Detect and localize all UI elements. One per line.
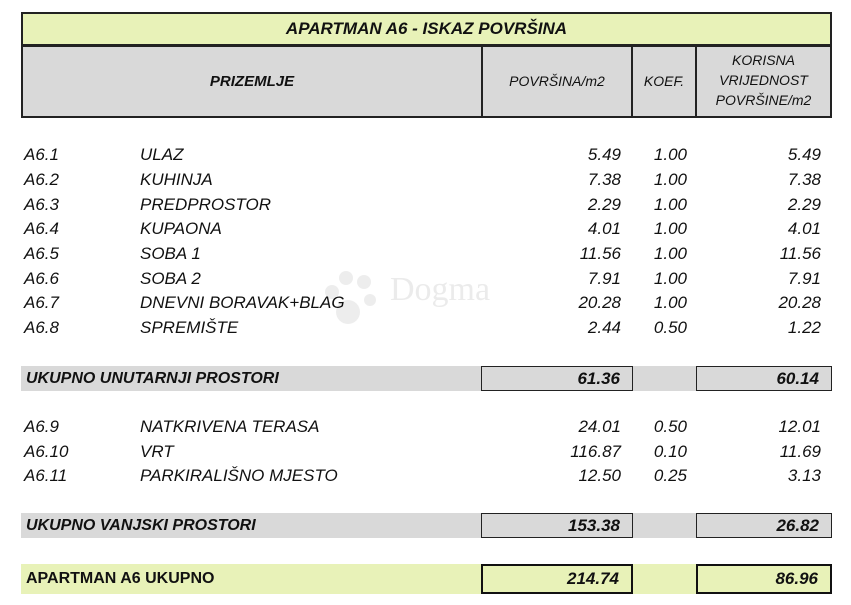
row-koef: 1.00 [653, 219, 687, 238]
row-name: PREDPROSTOR [140, 195, 271, 214]
table-title: APARTMAN A6 - ISKAZ POVRŠINA [21, 12, 832, 46]
row-koef: 1.00 [653, 145, 687, 164]
exterior-total-label: UKUPNO VANJSKI PROSTORI [26, 517, 256, 534]
row-code: A6.6 [24, 269, 59, 288]
row-name: NATKRIVENA TERASA [140, 417, 320, 436]
header-povrsina: POVRŠINA/m2 [481, 45, 633, 118]
row-name: SOBA 1 [140, 244, 201, 263]
row-povrsina: 12.50 [578, 466, 621, 485]
row-korisna: 7.91 [787, 269, 821, 288]
row-korisna: 20.28 [778, 293, 821, 312]
row-koef: 0.50 [653, 417, 687, 436]
header-korisna [695, 45, 832, 118]
row-name: ULAZ [140, 145, 184, 164]
row-korisna: 11.56 [779, 244, 821, 263]
row-name: SPREMIŠTE [140, 318, 239, 337]
row-koef: 0.25 [653, 466, 687, 485]
watermark-text: Dogma [390, 271, 491, 308]
row-name: KUPAONA [140, 219, 222, 238]
row-povrsina: 7.38 [587, 170, 621, 189]
row-korisna: 4.01 [787, 219, 821, 238]
row-koef: 0.10 [653, 442, 687, 461]
header-koef: KOEF. [631, 45, 697, 118]
interior-total-label: UKUPNO UNUTARNJI PROSTORI [26, 370, 279, 387]
exterior-total-korisna: 26.82 [696, 513, 832, 538]
row-name: VRT [140, 442, 174, 461]
row-code: A6.2 [24, 170, 59, 189]
row-povrsina: 5.49 [587, 145, 621, 164]
row-code: A6.9 [24, 417, 59, 436]
row-name: SOBA 2 [140, 269, 201, 288]
row-povrsina: 7.91 [587, 269, 621, 288]
row-code: A6.11 [24, 466, 68, 485]
row-korisna: 12.01 [778, 417, 821, 436]
header-korisna-line: VRIJEDNOST [719, 72, 808, 88]
row-code: A6.5 [24, 244, 59, 263]
row-name: KUHINJA [140, 170, 213, 189]
grand-total-label: APARTMAN A6 UKUPNO [26, 570, 215, 587]
row-code: A6.10 [24, 442, 69, 461]
header-section: PRIZEMLJE [21, 45, 483, 118]
row-koef: 1.00 [653, 293, 687, 312]
row-code: A6.1 [24, 145, 59, 164]
row-koef: 1.00 [653, 195, 687, 214]
row-koef: 1.00 [653, 269, 687, 288]
row-name: PARKIRALIŠNO MJESTO [140, 466, 338, 485]
row-koef: 1.00 [653, 244, 687, 263]
row-povrsina: 20.28 [578, 293, 621, 312]
row-korisna: 7.38 [787, 170, 821, 189]
row-povrsina: 2.29 [587, 195, 621, 214]
row-code: A6.3 [24, 195, 59, 214]
row-code: A6.4 [24, 219, 59, 238]
row-korisna: 1.22 [787, 318, 821, 337]
row-code: A6.7 [24, 293, 59, 312]
row-name: DNEVNI BORAVAK+BLAG [140, 293, 345, 312]
row-povrsina: 11.56 [579, 244, 621, 263]
row-code: A6.8 [24, 318, 59, 337]
header-korisna-line: KORISNA [731, 52, 795, 68]
row-korisna: 5.49 [787, 145, 821, 164]
grand-total-korisna: 86.96 [696, 564, 832, 594]
row-koef: 0.50 [653, 318, 687, 337]
row-korisna: 11.69 [779, 442, 821, 461]
exterior-total-povrsina: 153.38 [481, 513, 633, 538]
header-korisna-line: POVRŠINE/m2 [715, 92, 812, 108]
row-povrsina: 4.01 [587, 219, 621, 238]
row-korisna: 2.29 [787, 195, 821, 214]
row-povrsina: 116.87 [570, 442, 621, 461]
row-povrsina: 24.01 [578, 417, 621, 436]
row-korisna: 3.13 [787, 466, 821, 485]
interior-total-korisna: 60.14 [696, 366, 832, 391]
row-povrsina: 2.44 [587, 318, 621, 337]
grand-total-povrsina: 214.74 [481, 564, 633, 594]
row-koef: 1.00 [653, 170, 687, 189]
interior-total-povrsina: 61.36 [481, 366, 633, 391]
